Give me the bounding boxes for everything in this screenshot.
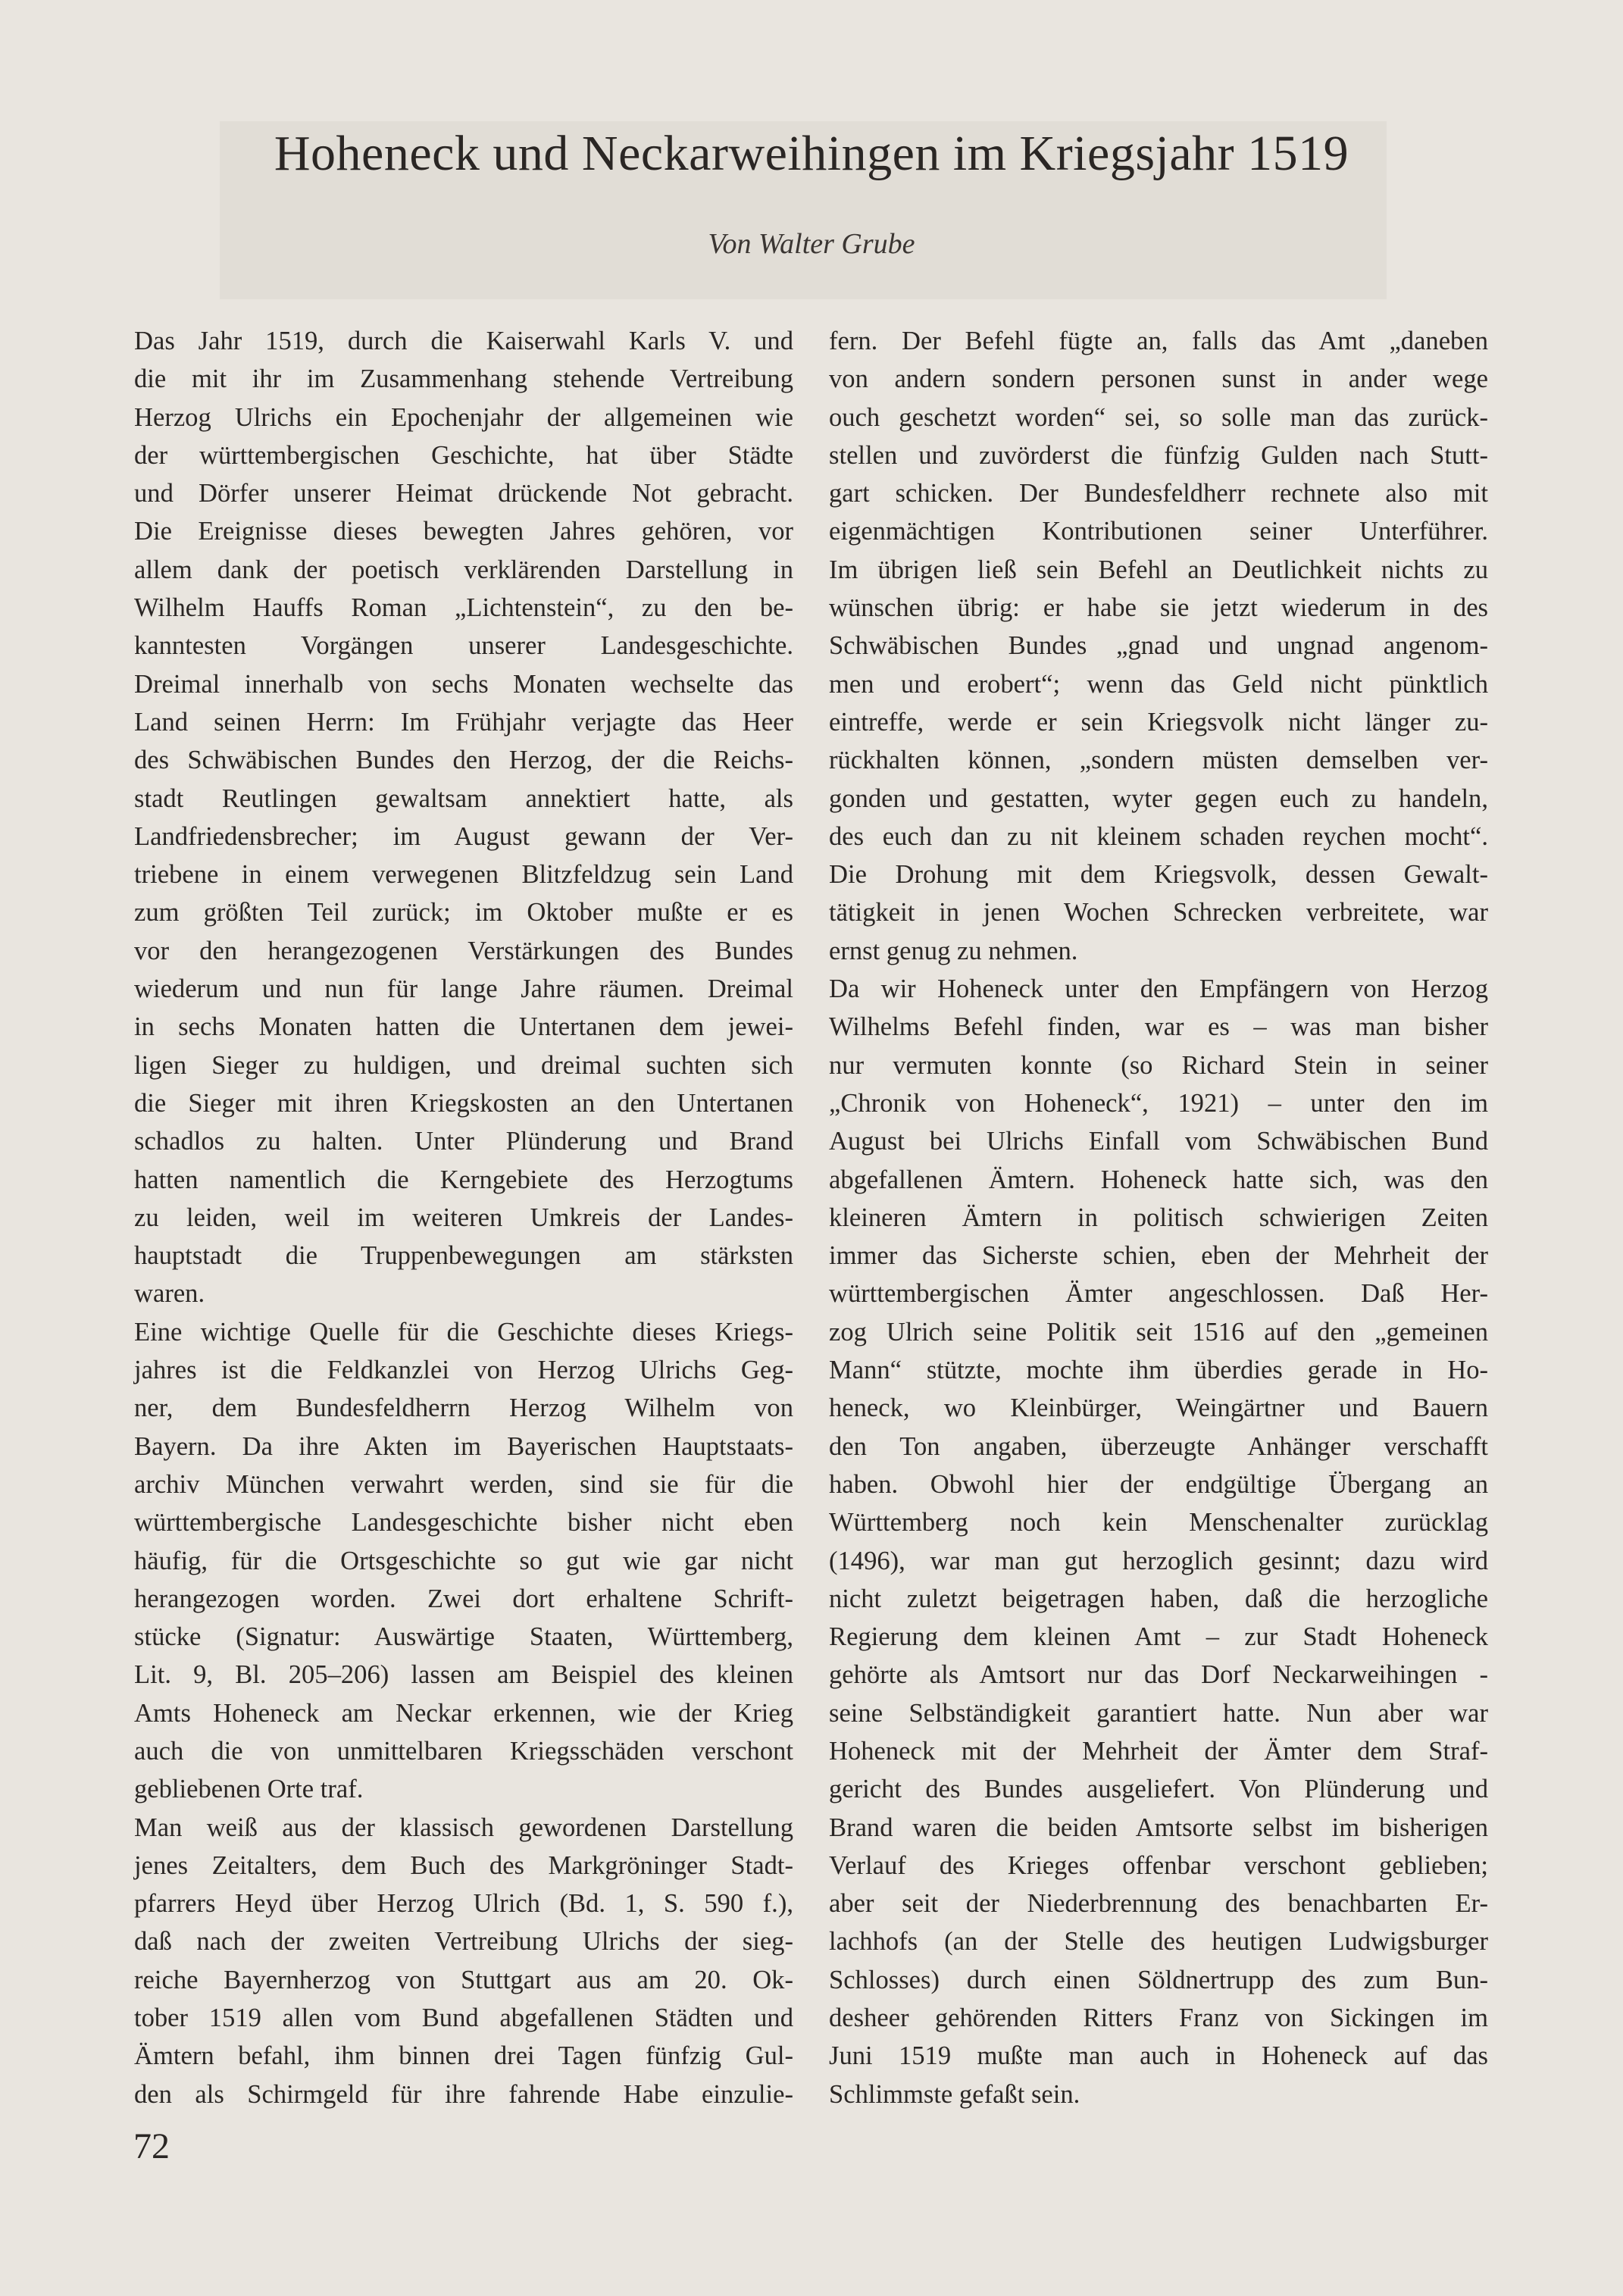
text-line: allem dank der poetisch verklärenden Darstellung in	[134, 555, 793, 584]
text-line: ner, dem Bundesfeldherrn Herzog Wilhelm von	[134, 1394, 793, 1423]
text-line: daß nach der zweiten Vertreibung Ulrichs der sieg-	[134, 1927, 793, 1957]
text-line: hauptstadt die Truppenbewegungen am stärksten	[134, 1241, 793, 1271]
text-line: auch die von unmittelbaren Kriegsschäden verschont	[134, 1736, 793, 1766]
text-line: Land seinen Herrn: Im Frühjahr verjagte das Heer	[134, 707, 793, 737]
text-line: nur vermuten konnte (so Richard Stein in seiner	[829, 1050, 1488, 1080]
text-line: lachhofs (an der Stelle des heutigen Ludwigsburger	[829, 1927, 1488, 1957]
text-line: Eine wichtige Quelle für die Geschichte dieses Kriegs-	[134, 1317, 793, 1347]
page-number: 72	[133, 2126, 170, 2166]
text-line: tätigkeit in jenen Wochen Schrecken verbreitete, war	[829, 898, 1488, 927]
text-line: die mit ihr im Zusammenhang stehende Vertreibung	[134, 364, 793, 394]
text-line: ligen Sieger zu huldigen, und dreimal suchten sich	[134, 1050, 793, 1080]
text-line: in sechs Monaten hatten die Untertanen dem jewei-	[134, 1012, 793, 1042]
text-line: waren.	[134, 1279, 205, 1309]
text-line: Bayern. Da ihre Akten im Bayerischen Hauptstaats-	[134, 1431, 793, 1461]
text-line: den als Schirmgeld für ihre fahrende Habe einzulie-	[134, 2079, 793, 2109]
text-line: zog Ulrich seine Politik seit 1516 auf den „gemeinen	[829, 1317, 1488, 1347]
text-line: gericht des Bundes ausgeliefert. Von Plünderung und	[829, 1775, 1488, 1804]
text-line: Schwäbischen Bundes „gnad und ungnad angenom-	[829, 631, 1488, 661]
text-column-left	[134, 322, 793, 2113]
text-line: von andern sondern personen sunst in ander wege	[829, 364, 1488, 394]
text-line: men und erobert“; wenn das Geld nicht pünktlich	[829, 669, 1488, 699]
text-line: reiche Bayernherzog von Stuttgart aus am 20. Ok-	[134, 1965, 793, 1994]
text-line: Lit. 9, Bl. 205–206) lassen am Beispiel des kleinen	[134, 1660, 793, 1690]
text-line: gebliebenen Orte traf.	[134, 1775, 364, 1804]
text-line: Hoheneck mit der Mehrheit der Ämter dem Straf-	[829, 1736, 1488, 1766]
text-line: gonden und gestatten, wyter gegen euch zu handeln,	[829, 784, 1488, 813]
text-line: gart schicken. Der Bundesfeldherr rechnete also mit	[829, 479, 1488, 508]
text-line: Schlimmste gefaßt sein.	[829, 2079, 1080, 2109]
text-line: hatten namentlich die Kerngebiete des Herzogtums	[134, 1165, 793, 1194]
text-line: kanntesten Vorgängen unserer Landesgeschichte.	[134, 631, 793, 661]
text-line: Wilhelm Hauffs Roman „Lichtenstein“, zu den be-	[134, 593, 793, 623]
text-line: schadlos zu halten. Unter Plünderung und Brand	[134, 1127, 793, 1156]
text-line: rückhalten können, „sondern müsten demselben ver-	[829, 746, 1488, 775]
text-line: die Sieger mit ihren Kriegskosten an den Untertanen	[134, 1088, 793, 1118]
text-line: gehörte als Amtsort nur das Dorf Neckarweihingen -	[829, 1660, 1488, 1690]
text-line: und Dörfer unserer Heimat drückende Not gebracht.	[134, 479, 793, 508]
text-line: vor den herangezogenen Verstärkungen des Bundes	[134, 936, 793, 965]
text-line: desheer gehörenden Ritters Franz von Sickingen im	[829, 2004, 1488, 2033]
text-line: haben. Obwohl hier der endgültige Übergang an	[829, 1469, 1488, 1499]
text-line: stücke (Signatur: Auswärtige Staaten, Württemberg,	[134, 1622, 793, 1652]
text-line: jahres ist die Feldkanzlei von Herzog Ulrichs Geg-	[134, 1356, 793, 1385]
text-line: Schlosses) durch einen Söldnertrupp des zum Bun-	[829, 1965, 1488, 1994]
text-line: wiederum und nun für lange Jahre räumen. Dreimal	[134, 974, 793, 1004]
text-line: abgefallenen Ämtern. Hoheneck hatte sich, was den	[829, 1165, 1488, 1194]
text-line: Juni 1519 mußte man auch in Hoheneck auf das	[829, 2041, 1488, 2071]
article-author: Von Walter Grube	[708, 228, 915, 260]
text-line: Ämtern befahl, ihm binnen drei Tagen fünfzig Gul-	[134, 2041, 793, 2071]
text-line: August bei Ulrichs Einfall vom Schwäbischen Bund	[829, 1127, 1488, 1156]
text-line: aber seit der Niederbrennung des benachbarten Er-	[829, 1889, 1488, 1919]
text-line: ouch geschetzt worden“ sei, so solle man das zurück-	[829, 402, 1488, 432]
text-line: eintreffe, werde er sein Kriegsvolk nicht länger zu-	[829, 707, 1488, 737]
text-line: (1496), war man gut herzoglich gesinnt; dazu wird	[829, 1546, 1488, 1575]
text-line: des euch dan zu nit kleinem schaden reychen mocht“.	[829, 821, 1488, 851]
text-line: heneck, wo Kleinbürger, Weingärtner und Bauern	[829, 1394, 1488, 1423]
text-line: der württembergischen Geschichte, hat über Städte	[134, 440, 793, 470]
text-line: württembergischen Ämter angeschlossen. Daß Her-	[829, 1279, 1488, 1309]
article-title: Hoheneck und Neckarweihingen im Kriegsjahr 1519	[274, 126, 1349, 181]
text-line: „Chronik von Hoheneck“, 1921) – unter den im	[829, 1088, 1488, 1118]
text-line: immer das Sicherste schien, eben der Mehrheit der	[829, 1241, 1488, 1271]
text-line: Das Jahr 1519, durch die Kaiserwahl Karls V. und	[134, 327, 793, 355]
text-line: herangezogen worden. Zwei dort erhaltene Schrift-	[134, 1584, 793, 1613]
text-line: triebene in einem verwegenen Blitzfeldzug sein Land	[134, 860, 793, 890]
text-column-right	[829, 322, 1488, 2113]
text-line: Mann“ stützte, mochte ihm überdies gerade in Ho-	[829, 1356, 1488, 1385]
text-line: wünschen übrig: er habe sie jetzt wiederum in des	[829, 593, 1488, 623]
text-line: Verlauf des Krieges offenbar verschont geblieben;	[829, 1850, 1488, 1880]
text-line: Amts Hoheneck am Neckar erkennen, wie der Krieg	[134, 1698, 793, 1728]
text-line: Die Ereignisse dieses bewegten Jahres gehören, vor	[134, 517, 793, 546]
text-line: jenes Zeitalters, dem Buch des Markgröninger Stadt-	[134, 1850, 793, 1880]
text-line: häufig, für die Ortsgeschichte so gut wie gar nicht	[134, 1546, 793, 1575]
text-line: zu leiden, weil im weiteren Umkreis der Landes-	[134, 1203, 793, 1232]
text-line: kleineren Ämtern in politisch schwierigen Zeiten	[829, 1203, 1488, 1232]
text-line: seine Selbständigkeit garantiert hatte. Nun aber war	[829, 1698, 1488, 1728]
text-line: den Ton angaben, überzeugte Anhänger verschafft	[829, 1431, 1488, 1461]
text-line: Man weiß aus der klassisch gewordenen Darstellung	[134, 1813, 793, 1842]
text-line: Wilhelms Befehl finden, war es – was man bisher	[829, 1012, 1488, 1042]
text-line: zum größten Teil zurück; im Oktober mußte er es	[134, 898, 793, 927]
text-line: nicht zuletzt beigetragen haben, daß die herzogliche	[829, 1584, 1488, 1613]
text-line: Landfriedensbrecher; im August gewann der Ver-	[134, 821, 793, 851]
text-line: des Schwäbischen Bundes den Herzog, der die Reichs-	[134, 746, 793, 775]
text-line: württembergische Landesgeschichte bisher nicht eben	[134, 1508, 793, 1537]
text-line: Brand waren die beiden Amtsorte selbst im bisherigen	[829, 1813, 1488, 1842]
text-line: pfarrers Heyd über Herzog Ulrich (Bd. 1, S. 590 f.),	[134, 1889, 793, 1919]
text-line: archiv München verwahrt werden, sind sie für die	[134, 1469, 793, 1499]
text-line: stellen und zuvörderst die fünfzig Gulden nach Stutt-	[829, 440, 1488, 470]
text-line: fern. Der Befehl fügte an, falls das Amt „daneben	[829, 327, 1488, 355]
text-line: Da wir Hoheneck unter den Empfängern von Herzog	[829, 974, 1488, 1004]
text-line: ernst genug zu nehmen.	[829, 936, 1078, 965]
text-line: Regierung dem kleinen Amt – zur Stadt Hoheneck	[829, 1622, 1488, 1652]
text-line: Dreimal innerhalb von sechs Monaten wechselte das	[134, 669, 793, 699]
text-line: Württemberg noch kein Menschenalter zurücklag	[829, 1508, 1488, 1537]
text-line: Herzog Ulrichs ein Epochenjahr der allgemeinen wie	[134, 402, 793, 432]
text-line: tober 1519 allen vom Bund abgefallenen Städten und	[134, 2004, 793, 2033]
text-line: Im übrigen ließ sein Befehl an Deutlichkeit nichts zu	[829, 555, 1488, 584]
text-line: eigenmächtigen Kontributionen seiner Unterführer.	[829, 517, 1488, 546]
text-line: stadt Reutlingen gewaltsam annektiert hatte, als	[134, 784, 793, 813]
text-line: Die Drohung mit dem Kriegsvolk, dessen Gewalt-	[829, 860, 1488, 890]
